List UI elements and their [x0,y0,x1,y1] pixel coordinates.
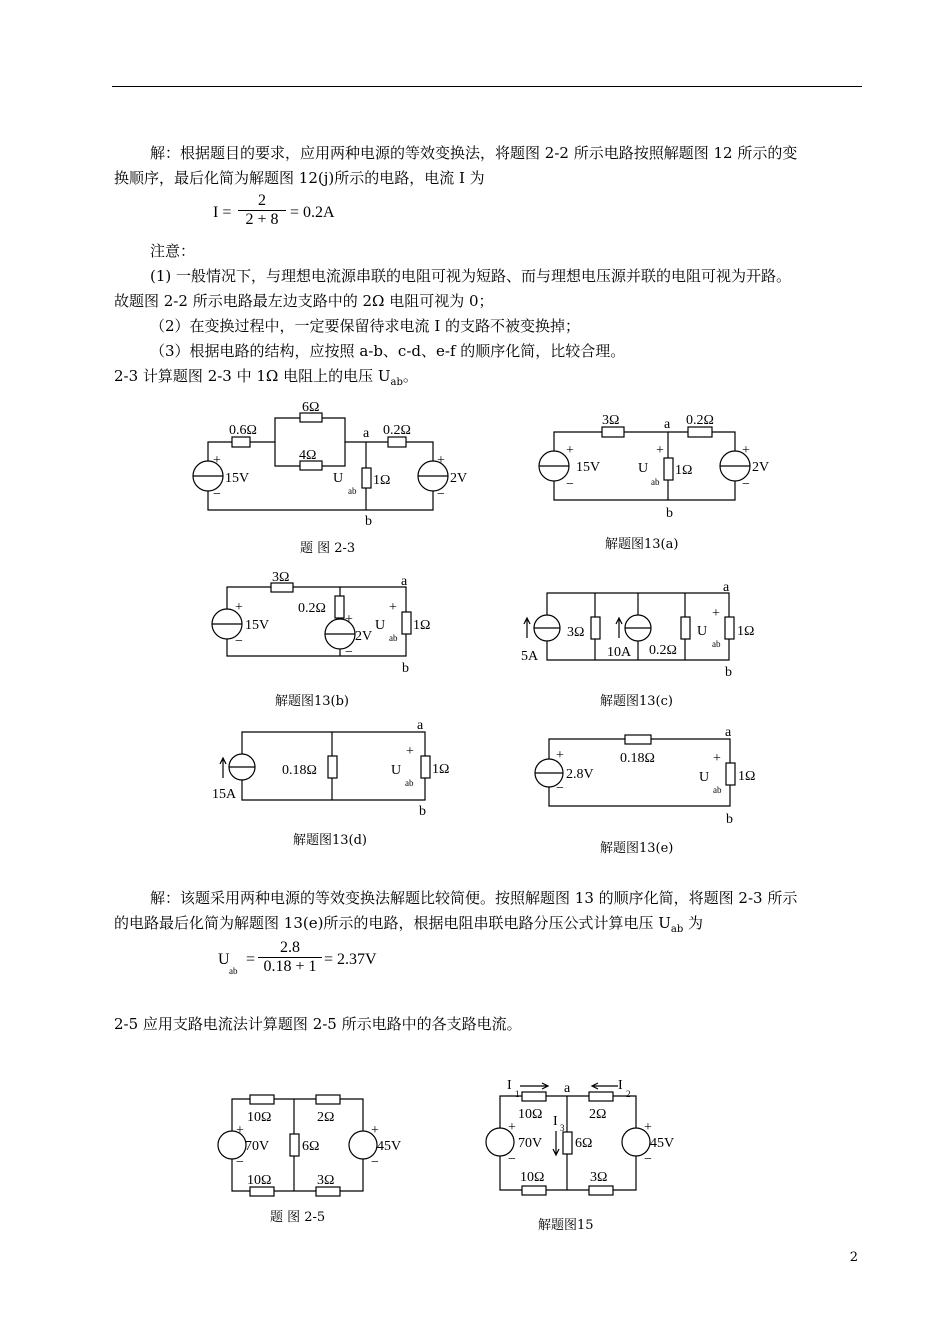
eq1-rhs: = 0.2A [290,204,335,221]
label-10ohm: 10Ω [520,1170,545,1185]
label-15v: 15V [225,471,250,486]
node-b: b [725,665,732,680]
minus-sign: − [556,781,564,796]
eq2-rhs: = 2.37V [324,951,377,968]
node-a: a [417,718,424,733]
label-i1-sub: 1 [515,1089,520,1099]
label-10ohm: 10Ω [247,1110,272,1125]
node-b: b [419,804,426,819]
node-a: a [664,417,671,432]
label-0.6ohm: 0.6Ω [229,423,257,438]
circuit-fig-13d [205,718,465,818]
eq1-num: 2 [258,192,266,209]
para2-line2: 的电路最后化简为解题图 13(e)所示的电路，根据电阻串联电路分压公式计算电压 $U_{ab}$ 为 [114,914,704,935]
label-45v: 45V [377,1139,402,1154]
label-10ohm: 10Ω [518,1107,543,1122]
caption-fig-15: 解题图15 [538,1218,594,1233]
caption-fig-13d: 解题图13(d) [293,833,368,848]
label-0.2ohm: 0.2Ω [298,601,326,616]
label-10ohm: 10Ω [247,1173,272,1188]
minus-sign: − [508,1152,516,1167]
circuit-fig-13c [515,578,785,688]
plus-sign: + [556,748,564,763]
label-15v: 15V [245,618,270,633]
plus-sign: + [742,443,750,458]
label-45v: 45V [650,1136,675,1151]
question-2-3: 2-3 计算题图 2-3 中 1Ω 电阻上的电压 $U_{ab}$。 [114,367,418,388]
label-ab: ab [405,778,414,788]
label-1ohm: 1Ω [413,618,431,633]
eq2-eq: = [246,951,256,968]
node-b: b [726,812,733,827]
page-number: 2 [849,1250,858,1265]
label-2ohm: 2Ω [589,1107,607,1122]
label-3ohm: 3Ω [602,413,620,428]
node-a: a [564,1081,571,1096]
eq1-fraction [238,192,286,229]
label-1ohm: 1Ω [738,769,756,784]
label-ab: ab [713,785,722,795]
label-2ohm: 2Ω [317,1110,335,1125]
note-title: 注意： [150,242,196,260]
minus-sign: − [213,487,221,502]
eq2-lhs-sub: ab [229,966,238,976]
caption-fig-13a: 解题图13(a) [605,537,679,552]
plus-sign: + [656,443,664,458]
label-ab: ab [712,639,721,649]
caption-fig-13c: 解题图13(c) [600,694,673,709]
plus-sign: + [213,453,221,468]
label-0.18ohm: 0.18Ω [282,763,317,778]
para1-line1: 解：根据题目的要求，应用两种电源的等效变换法，将题图 2-2 所示电路按照解题图 12 所示的变 [150,144,798,162]
label-70v: 70V [518,1136,543,1151]
label-0.2ohm: 0.2Ω [383,423,411,438]
node-b: b [365,514,372,529]
plus-sign: + [371,1123,379,1138]
eq1-lhs: I = [213,204,232,221]
circuit-fig-13e [530,722,790,827]
label-5a: 5A [521,649,539,664]
eq2-lhs: U [218,951,230,968]
label-15a: 15A [212,787,237,802]
plus-sign: + [566,443,574,458]
para2-line1: 解：该题采用两种电源的等效变换法解题比较简便。按照解题图 13 的顺序化简，将题图 2-3 所示 [150,889,798,907]
plus-sign: + [406,744,414,759]
label-70v: 70V [245,1139,270,1154]
circuit-fig-15 [480,1073,700,1198]
label-1ohm: 1Ω [373,473,391,488]
eq2-num: 2.8 [280,939,300,956]
label-u: U [699,770,710,785]
label-u: U [697,624,708,639]
para1-line2: 换顺序，最后化简为解题图 12(j)所示的电路，电流 I 为 [114,169,485,187]
label-i1: I [507,1078,512,1093]
label-1ohm: 1Ω [737,624,755,639]
circuit-fig-13a [530,405,790,525]
label-2v: 2V [450,471,468,486]
label-1ohm: 1Ω [675,463,693,478]
node-b: b [666,506,673,521]
label-10a: 10A [607,645,632,660]
eq2-fraction [258,939,322,976]
eq1-den: 2 + 8 [245,211,279,228]
label-2v: 2V [752,460,770,475]
label-2v: 2V [355,629,373,644]
label-6ohm: 6Ω [302,1139,320,1154]
label-u: U [638,461,649,476]
plus-sign: + [236,1123,244,1138]
label-0.18ohm: 0.18Ω [620,751,655,766]
minus-sign: − [742,477,750,492]
label-4ohm: 4Ω [299,448,317,463]
label-2.8v: 2.8V [566,767,594,782]
label-u: U [333,471,344,486]
label-i2-sub: 2 [626,1089,631,1099]
circuit-fig-13b [205,570,455,680]
label-1ohm: 1Ω [432,762,450,777]
plus-sign: + [437,453,445,468]
label-6ohm: 6Ω [575,1136,593,1151]
node-b: b [402,661,409,676]
label-6ohm: 6Ω [302,400,320,415]
plus-sign: + [345,612,353,627]
eq2-den: 0.18 + 1 [263,958,317,975]
label-0.2ohm: 0.2Ω [686,413,714,428]
question-2-5: 2-5 应用支路电流法计算题图 2-5 所示电路中的各支路电流。 [114,1015,522,1033]
caption-fig-13b: 解题图13(b) [275,694,350,709]
label-0.2ohm: 0.2Ω [649,643,677,658]
minus-sign: − [644,1152,652,1167]
circuit-fig-2-3 [185,400,475,535]
label-i3-sub: 3 [560,1123,565,1133]
plus-sign: + [713,751,721,766]
plus-sign: + [508,1120,516,1135]
minus-sign: − [566,477,574,492]
caption-fig-2-5: 题 图 2-5 [270,1210,326,1225]
label-i3: I [553,1114,558,1129]
minus-sign: − [437,487,445,502]
plus-sign: + [389,600,397,615]
minus-sign: − [235,634,243,649]
label-ab: ab [389,633,398,643]
label-3ohm: 3Ω [272,570,290,585]
node-a: a [401,574,408,589]
note2: （2）在变换过程中，一定要保留待求电流 I 的支路不被变换掉； [150,317,581,335]
header-rule [112,86,862,87]
plus-sign: + [712,606,720,621]
circuit-fig-2-5 [205,1090,425,1200]
node-a: a [363,426,370,441]
plus-sign: + [644,1120,652,1135]
minus-sign: − [345,645,353,660]
note3: （3）根据电路的结构，应按照 a-b、c-d、e-f 的顺序化简，比较合理。 [150,342,626,360]
caption-fig-2-3: 题 图 2-3 [300,541,356,556]
minus-sign: − [236,1155,244,1170]
label-15v: 15V [576,460,601,475]
label-3ohm: 3Ω [590,1170,608,1185]
label-ab: ab [348,486,357,496]
note1-line2: 故题图 2-2 所示电路最左边支路中的 2Ω 电阻可视为 0； [114,292,494,310]
label-3ohm: 3Ω [567,625,585,640]
label-i2: I [618,1078,623,1093]
label-u: U [375,618,386,633]
label-3ohm: 3Ω [317,1173,335,1188]
node-a: a [725,725,732,740]
note1-line1: (1) 一般情况下，与理想电流源串联的电阻可视为短路、而与理想电压源并联的电阻可视为开路。 [150,267,792,285]
caption-fig-13e: 解题图13(e) [600,841,674,856]
plus-sign: + [235,600,243,615]
minus-sign: − [371,1155,379,1170]
label-u: U [391,763,402,778]
node-a: a [723,580,730,595]
label-ab: ab [651,477,660,487]
